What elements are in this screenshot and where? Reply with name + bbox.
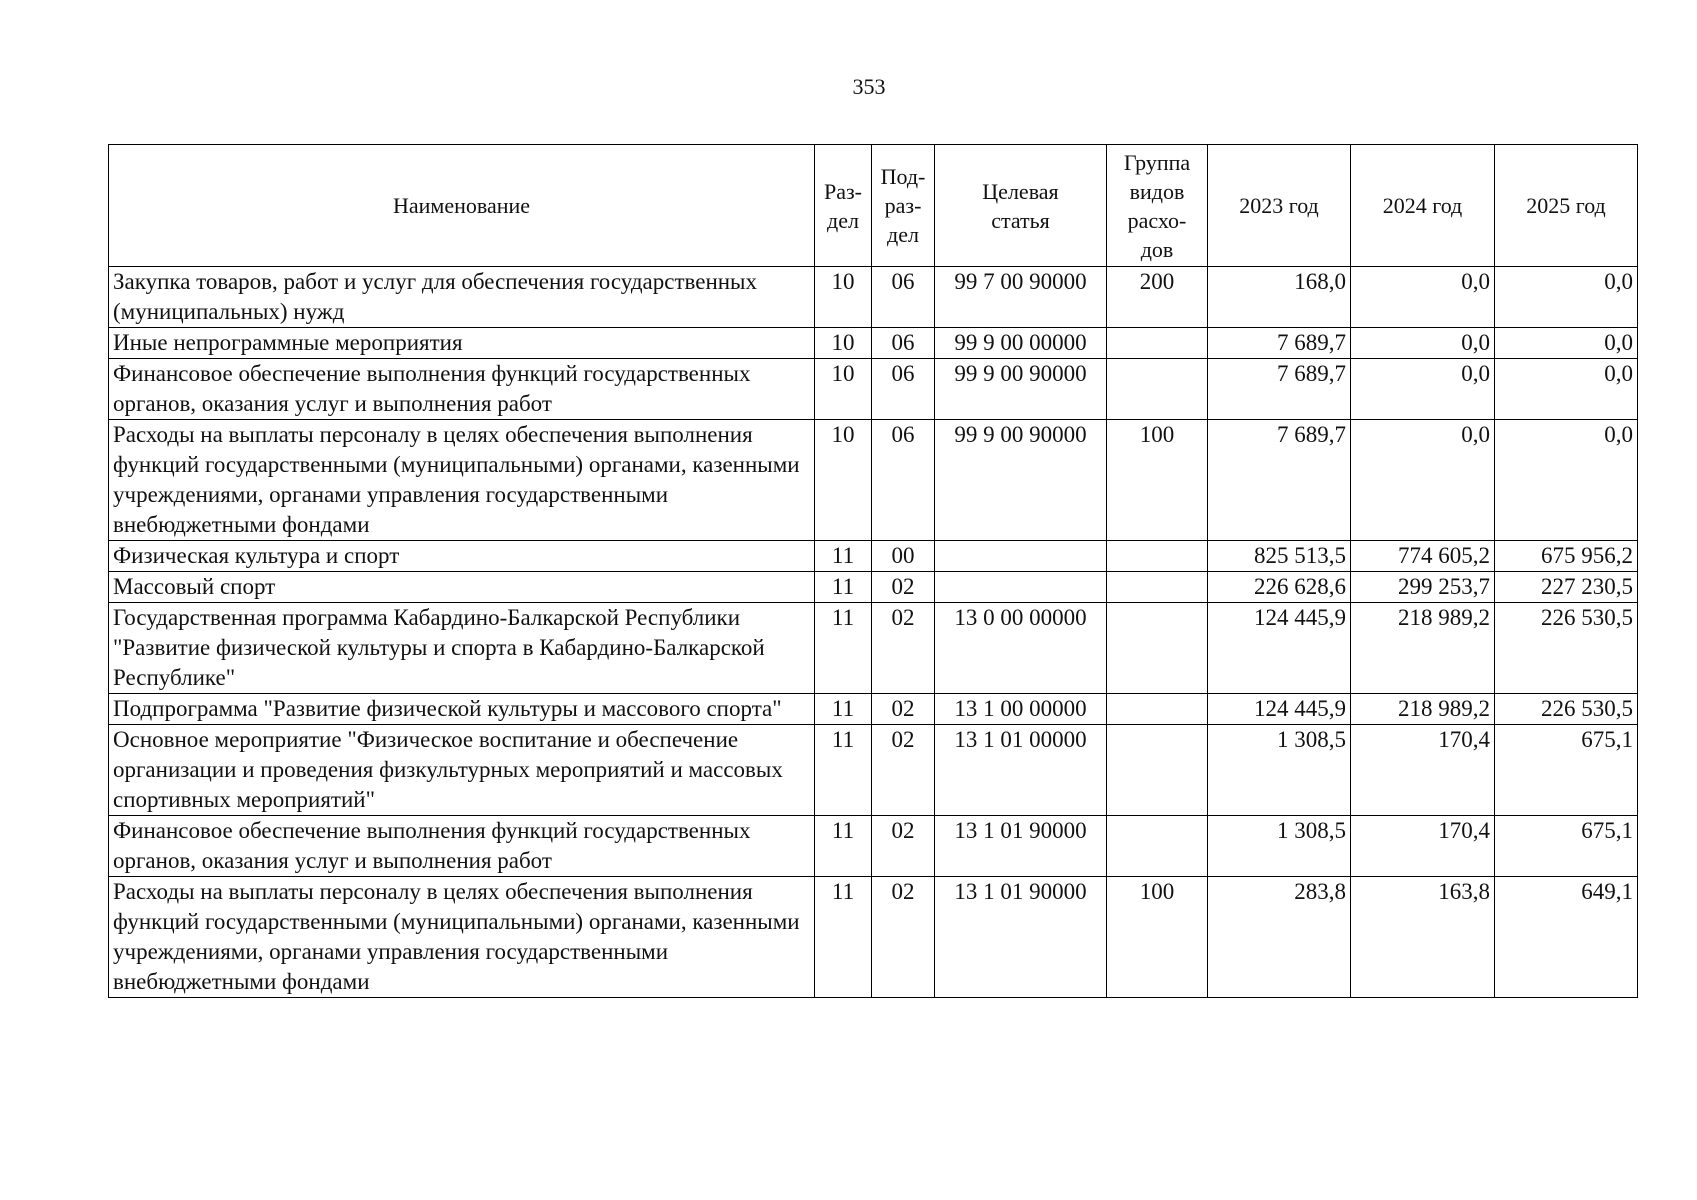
header-expense-group: Группа видов расхо- дов xyxy=(1107,145,1208,267)
header-year-2023: 2023 год xyxy=(1208,145,1351,267)
cell-target-article: 99 9 00 90000 xyxy=(935,359,1107,420)
cell-subsection: 06 xyxy=(872,420,935,541)
cell-year-2024: 218 989,2 xyxy=(1351,694,1495,725)
cell-target-article: 13 1 01 90000 xyxy=(935,816,1107,877)
cell-expense-group: 100 xyxy=(1107,877,1208,998)
cell-subsection: 06 xyxy=(872,328,935,359)
table-header xyxy=(109,145,1638,267)
cell-subsection: 06 xyxy=(872,359,935,420)
cell-year-2023: 7 689,7 xyxy=(1208,420,1351,541)
cell-year-2025: 226 530,5 xyxy=(1495,603,1638,694)
header-name: Наименование xyxy=(109,145,815,267)
cell-year-2023: 124 445,9 xyxy=(1208,694,1351,725)
cell-year-2025: 227 230,5 xyxy=(1495,572,1638,603)
page-number: 353 xyxy=(852,74,886,99)
cell-subsection: 02 xyxy=(872,816,935,877)
cell-year-2025: 226 530,5 xyxy=(1495,694,1638,725)
table-row xyxy=(109,816,1638,877)
cell-year-2025: 0,0 xyxy=(1495,328,1638,359)
cell-year-2025: 675,1 xyxy=(1495,725,1638,816)
header-year-2024: 2024 год xyxy=(1351,145,1495,267)
header-subsection: Под- раз- дел xyxy=(872,145,935,267)
cell-name: Физическая культура и спорт xyxy=(109,541,815,572)
cell-year-2025: 649,1 xyxy=(1495,877,1638,998)
cell-expense-group xyxy=(1107,541,1208,572)
cell-name: Расходы на выплаты персоналу в целях обеспечения выполнения функций государственными (муниципальными) органами, казенными учреждениями, органами управления государственными внебюджетными фондами xyxy=(109,420,815,541)
cell-year-2023: 124 445,9 xyxy=(1208,603,1351,694)
budget-table xyxy=(108,144,1638,998)
cell-year-2025: 675 956,2 xyxy=(1495,541,1638,572)
cell-section: 11 xyxy=(815,694,872,725)
cell-year-2023: 168,0 xyxy=(1208,267,1351,328)
cell-year-2023: 825 513,5 xyxy=(1208,541,1351,572)
cell-expense-group xyxy=(1107,359,1208,420)
cell-year-2024: 0,0 xyxy=(1351,359,1495,420)
cell-name: Расходы на выплаты персоналу в целях обеспечения выполнения функций государственными (муниципальными) органами, казенными учреждениями, органами управления государственными внебюджетными фондами xyxy=(109,877,815,998)
cell-target-article: 13 0 00 00000 xyxy=(935,603,1107,694)
cell-expense-group xyxy=(1107,572,1208,603)
table-row xyxy=(109,420,1638,541)
cell-name: Основное мероприятие "Физическое воспитание и обеспечение организации и проведения физкультурных мероприятий и массовых спортивных мероприятий" xyxy=(109,725,815,816)
cell-target-article: 99 7 00 90000 xyxy=(935,267,1107,328)
cell-expense-group xyxy=(1107,328,1208,359)
cell-subsection: 02 xyxy=(872,603,935,694)
table-row xyxy=(109,725,1638,816)
cell-expense-group xyxy=(1107,816,1208,877)
cell-subsection: 02 xyxy=(872,694,935,725)
cell-year-2023: 226 628,6 xyxy=(1208,572,1351,603)
cell-year-2024: 170,4 xyxy=(1351,816,1495,877)
cell-year-2024: 0,0 xyxy=(1351,420,1495,541)
cell-expense-group xyxy=(1107,603,1208,694)
cell-year-2024: 0,0 xyxy=(1351,267,1495,328)
cell-subsection: 02 xyxy=(872,877,935,998)
cell-target-article xyxy=(935,572,1107,603)
cell-year-2024: 218 989,2 xyxy=(1351,603,1495,694)
table-row xyxy=(109,359,1638,420)
cell-section: 10 xyxy=(815,420,872,541)
cell-section: 11 xyxy=(815,725,872,816)
cell-target-article: 13 1 01 00000 xyxy=(935,725,1107,816)
cell-name: Финансовое обеспечение выполнения функций государственных органов, оказания услуг и выполнения работ xyxy=(109,816,815,877)
cell-year-2023: 1 308,5 xyxy=(1208,725,1351,816)
cell-subsection: 00 xyxy=(872,541,935,572)
table-row xyxy=(109,328,1638,359)
cell-name: Массовый спорт xyxy=(109,572,815,603)
cell-year-2023: 7 689,7 xyxy=(1208,328,1351,359)
header-row xyxy=(109,145,1638,267)
cell-section: 10 xyxy=(815,328,872,359)
cell-target-article xyxy=(935,541,1107,572)
cell-year-2025: 0,0 xyxy=(1495,359,1638,420)
cell-target-article: 13 1 01 90000 xyxy=(935,877,1107,998)
cell-year-2023: 1 308,5 xyxy=(1208,816,1351,877)
cell-expense-group xyxy=(1107,725,1208,816)
cell-section: 11 xyxy=(815,572,872,603)
cell-year-2025: 0,0 xyxy=(1495,267,1638,328)
cell-name: Подпрограмма "Развитие физической культуры и массового спорта" xyxy=(109,694,815,725)
cell-section: 11 xyxy=(815,603,872,694)
cell-year-2025: 0,0 xyxy=(1495,420,1638,541)
cell-name: Государственная программа Кабардино-Балкарской Республики "Развитие физической культуры и спорта в Кабардино-Балкарской Республике" xyxy=(109,603,815,694)
cell-name: Финансовое обеспечение выполнения функций государственных органов, оказания услуг и выполнения работ xyxy=(109,359,815,420)
cell-subsection: 02 xyxy=(872,725,935,816)
cell-name: Закупка товаров, работ и услуг для обеспечения государственных (муниципальных) нужд xyxy=(109,267,815,328)
cell-subsection: 06 xyxy=(872,267,935,328)
cell-expense-group: 200 xyxy=(1107,267,1208,328)
cell-target-article: 99 9 00 90000 xyxy=(935,420,1107,541)
cell-year-2024: 163,8 xyxy=(1351,877,1495,998)
cell-year-2023: 7 689,7 xyxy=(1208,359,1351,420)
cell-year-2023: 283,8 xyxy=(1208,877,1351,998)
cell-expense-group xyxy=(1107,694,1208,725)
header-target-article: Целевая статья xyxy=(935,145,1107,267)
cell-name: Иные непрограммные мероприятия xyxy=(109,328,815,359)
cell-year-2024: 170,4 xyxy=(1351,725,1495,816)
cell-expense-group: 100 xyxy=(1107,420,1208,541)
table-body xyxy=(109,267,1638,998)
cell-subsection: 02 xyxy=(872,572,935,603)
cell-target-article: 99 9 00 00000 xyxy=(935,328,1107,359)
table-row xyxy=(109,877,1638,998)
table-row xyxy=(109,694,1638,725)
table-row xyxy=(109,541,1638,572)
cell-section: 10 xyxy=(815,359,872,420)
header-year-2025: 2025 год xyxy=(1495,145,1638,267)
cell-year-2025: 675,1 xyxy=(1495,816,1638,877)
cell-target-article: 13 1 00 00000 xyxy=(935,694,1107,725)
cell-section: 10 xyxy=(815,267,872,328)
cell-section: 11 xyxy=(815,541,872,572)
cell-year-2024: 0,0 xyxy=(1351,328,1495,359)
cell-section: 11 xyxy=(815,816,872,877)
table-row xyxy=(109,267,1638,328)
table-row xyxy=(109,572,1638,603)
cell-section: 11 xyxy=(815,877,872,998)
cell-year-2024: 299 253,7 xyxy=(1351,572,1495,603)
table-row xyxy=(109,603,1638,694)
header-section: Раз- дел xyxy=(815,145,872,267)
cell-year-2024: 774 605,2 xyxy=(1351,541,1495,572)
